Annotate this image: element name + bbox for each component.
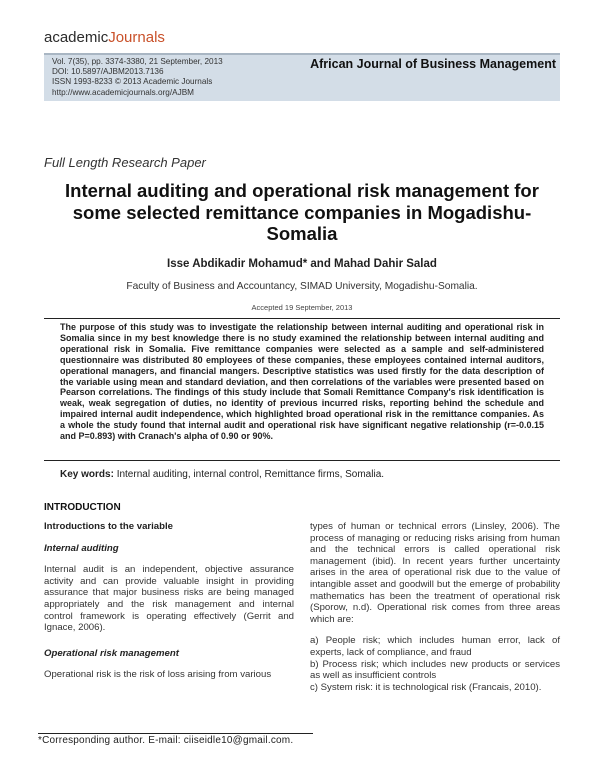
paragraph-internal-audit: Internal audit is an independent, objective assurance activity and can provide valuable insight in providing assurance that major business risks are being managed appropriately and the risk management and internal control framework is operating effectively (Gerrit and Ignace, 2006). xyxy=(44,564,294,634)
keywords-list: Internal auditing, internal control, Remittance firms, Somalia. xyxy=(116,469,385,480)
logo-part-journals: Journals xyxy=(108,29,165,46)
corresponding-author: *Corresponding author. E-mail: ciiseidle10@gmail.com. xyxy=(38,735,294,746)
paper-type: Full Length Research Paper xyxy=(44,155,206,170)
subheading-operational-risk: Operational risk management xyxy=(44,647,179,659)
accepted-date: Accepted 19 September, 2013 xyxy=(251,303,353,312)
paragraph-operational-risk: Operational risk is the risk of loss arising from various xyxy=(44,669,272,681)
footnote-rule xyxy=(38,733,313,734)
abstract-text: The purpose of this study was to investigate the relationship between internal auditing and operational risk in Somalia since in my best knowledge there is no study examined the relationship between internal auditing and operational risk in Somalia. Five remittance companies were selected as a sample and self-administered questionnaire was distributed 80 employees of these companies, these employees contained internal auditors, operational managers, and financial mangers. Descriptive statistics was used firstly for the data description of the variable using mean and standard deviation, and then correlations of the variables were presented based on Pearson correlations. The findings of this study include that Somali Remittance Company's risk identification is weak, weak segregation of duties, no identity of previous incurred risks, reporting behind the schedule and impaired internal audit independence, which highlighted broad operational risk in the remittance companies. As a whole the study found that internal audit and operational risk have significant negative relationship (r=-0.0.15 and P=0.893) with Cranach's alpha of 0.90 or 90%. xyxy=(60,322,544,442)
journal-name: African Journal of Business Management xyxy=(310,57,556,71)
journal-logo xyxy=(44,30,165,46)
paragraph-risk-types: types of human or technical errors (Linsley, 2006). The process of managing or reducing risks arising from human and the technical errors is called operational risk management (ibid). In recent years further uncertainty arises in the area of operational risk due to the value of intangible asset and goodwill but the emerge of probability mathematics has been the treatment of operational risk (Sporow, n.d). Operational risk comes from three areas which are: xyxy=(310,521,560,625)
right-column xyxy=(310,521,560,693)
list-item-system-risk: c) System risk: it is technological risk (Francais, 2010). xyxy=(310,681,542,693)
subheading-internal-auditing: Internal auditing xyxy=(44,542,119,554)
introduction-heading: INTRODUCTION xyxy=(44,502,121,513)
left-column xyxy=(44,521,294,681)
logo-part-academic: academic xyxy=(44,29,109,46)
meta-url[interactable]: http://www.academicjournals.org/AJBM xyxy=(52,87,194,97)
abstract-top-rule xyxy=(44,318,560,319)
publication-meta xyxy=(52,57,223,98)
meta-doi: DOI: 10.5897/AJBM2013.7136 xyxy=(52,67,164,77)
list-item-people-risk: a) People risk; which includes human error, lack of experts, lack of compliance, and fraud xyxy=(310,635,560,658)
paper-title: Internal auditing and operational risk management for some selected remittance companies in Mogadishu-Somalia xyxy=(65,180,539,244)
subheading-variables: Introductions to the variable xyxy=(44,521,173,532)
paper-authors: Isse Abdikadir Mohamud* and Mahad Dahir Salad xyxy=(167,258,437,270)
keywords xyxy=(60,469,384,480)
footnote xyxy=(30,733,570,746)
abstract-bottom-rule xyxy=(44,460,560,461)
keywords-label: Key words: xyxy=(60,469,114,480)
meta-volume: Vol. 7(35), pp. 3374-3380, 21 September, 2013 xyxy=(52,57,223,66)
meta-issn: ISSN 1993-8233 © 2013 Academic Journals xyxy=(52,77,213,87)
header-separator xyxy=(44,53,560,55)
list-item-process-risk: b) Process risk; which includes new products or services as well as insufficient controls xyxy=(310,658,560,682)
author-affiliation: Faculty of Business and Accountancy, SIMAD University, Mogadishu-Somalia. xyxy=(126,281,478,292)
